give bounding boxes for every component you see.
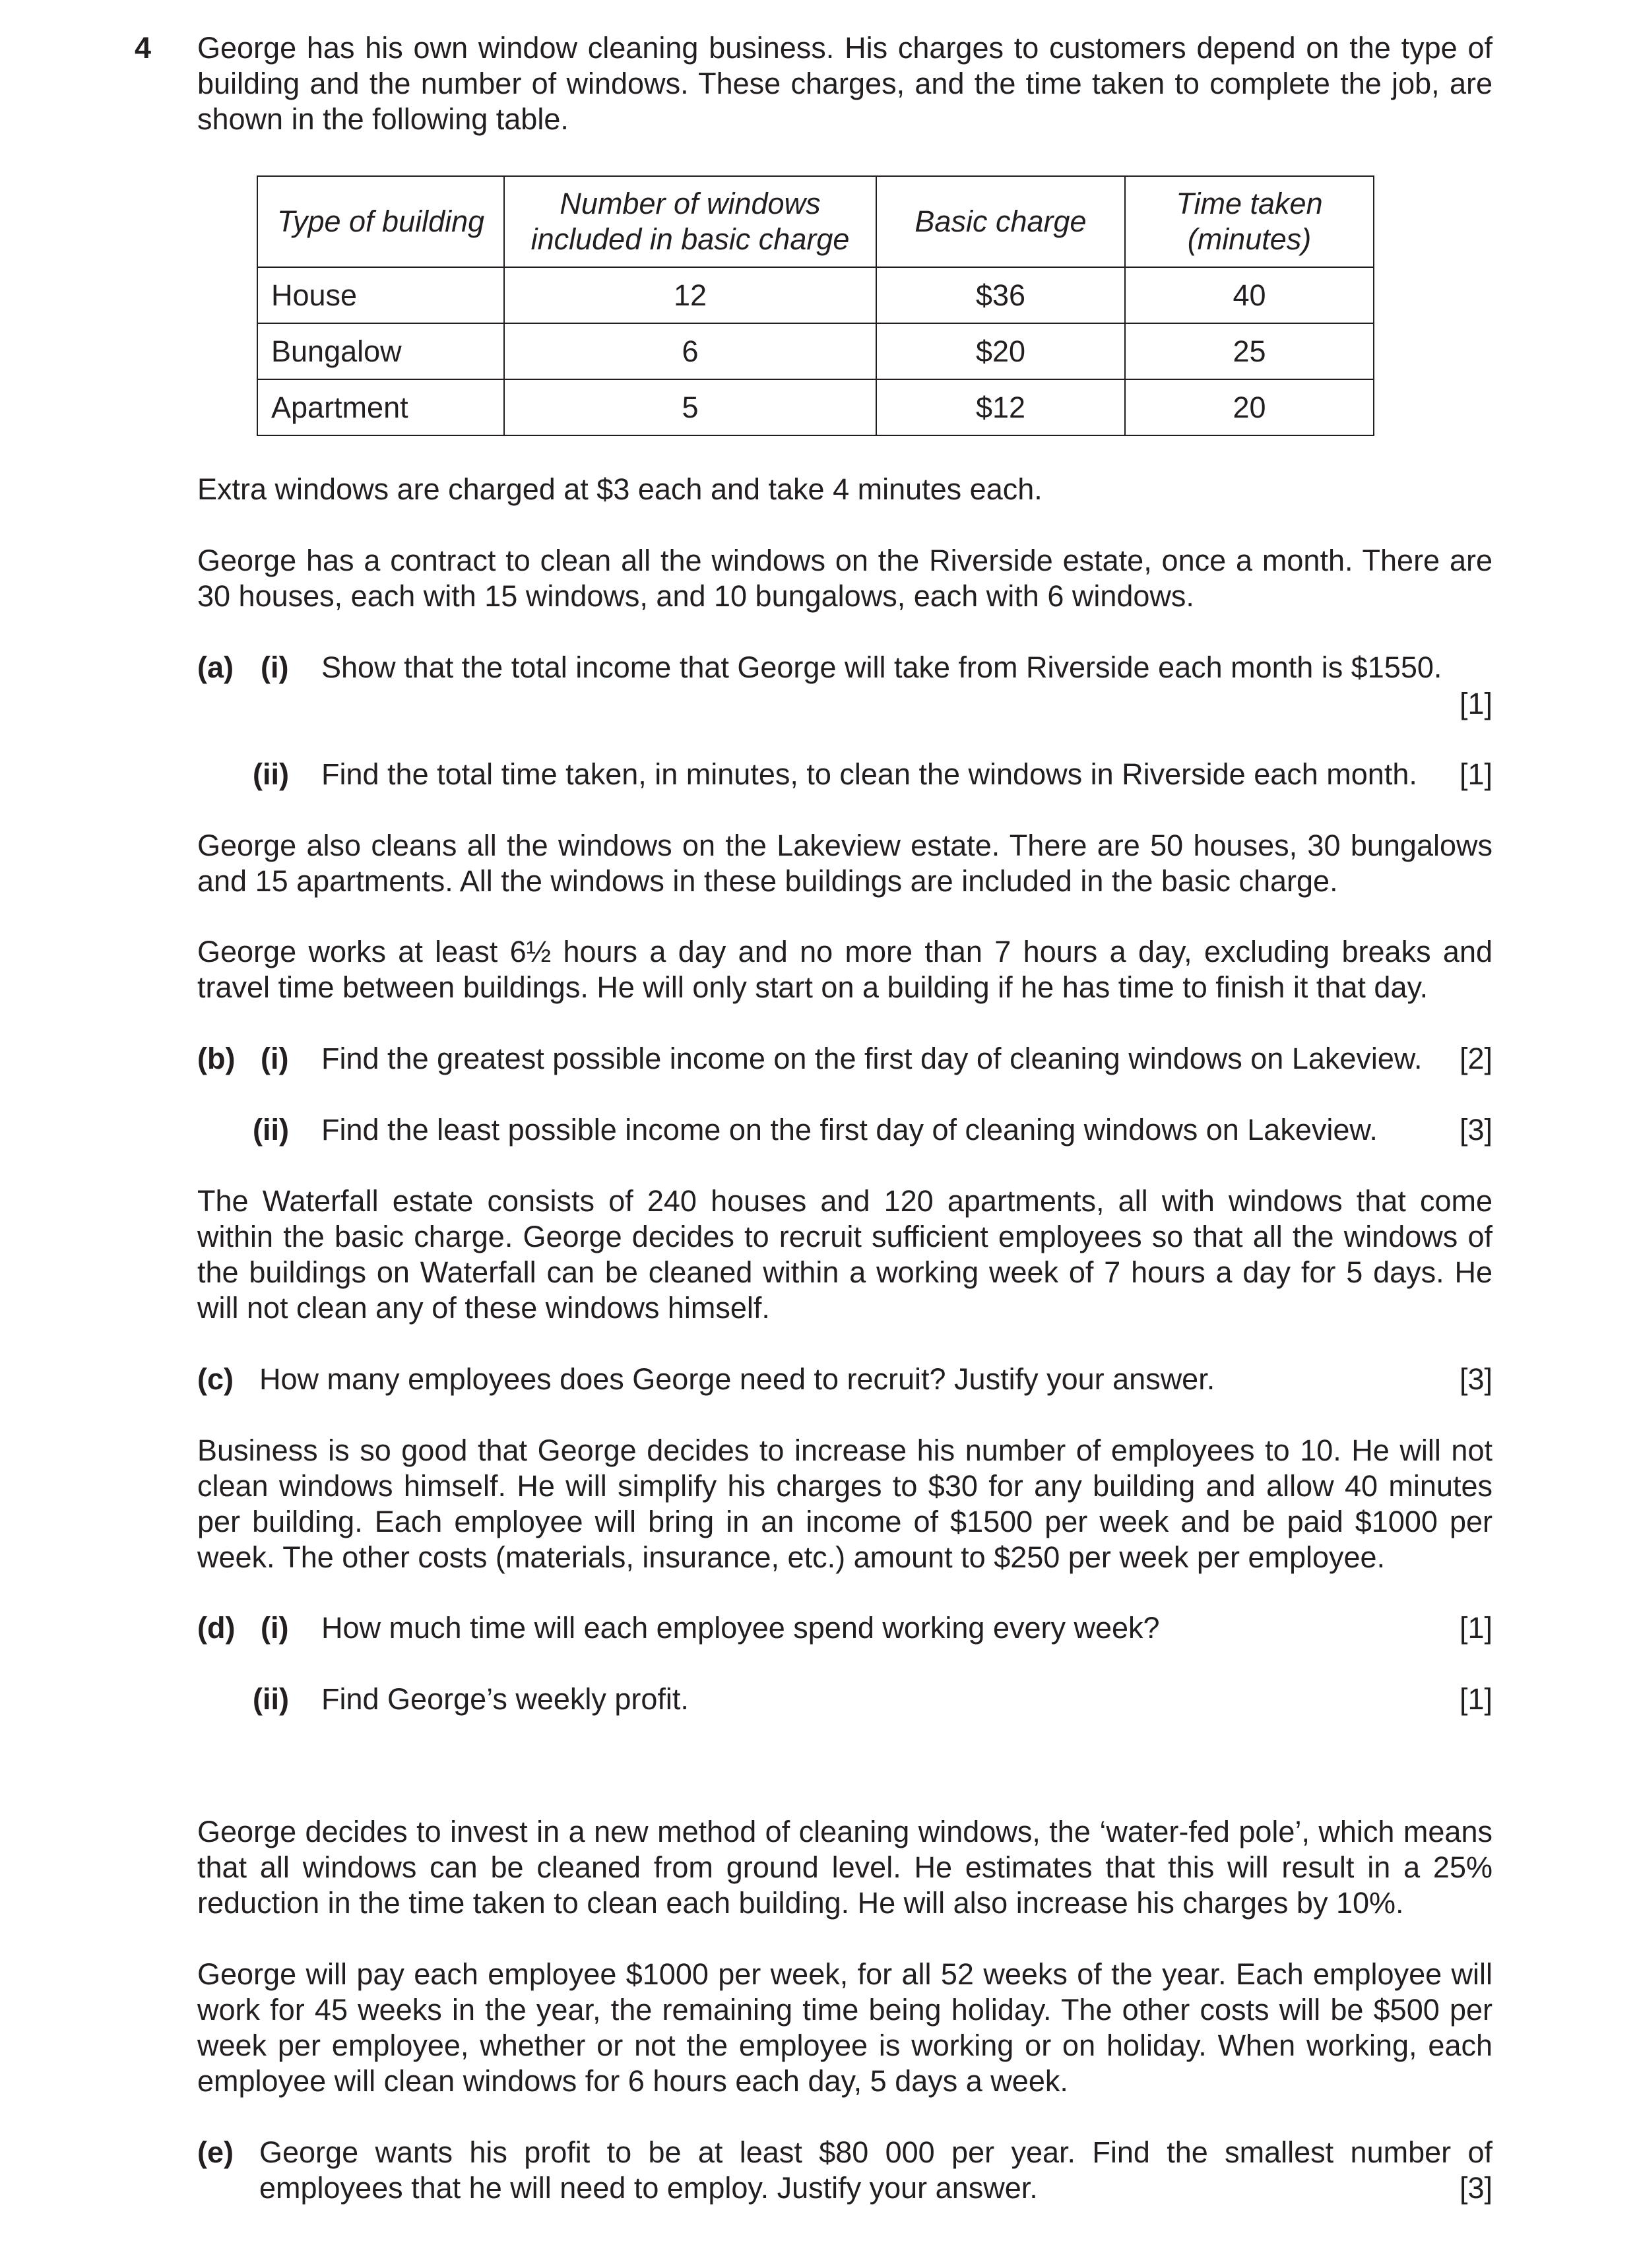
hours-paragraph: George works at least 6½ hours a day and no more than 7 hours a day, excluding breaks and travel time between buildings. He will only start on a building if he has time to finish it that day. [197, 935, 1493, 1004]
question-number: 4 [135, 31, 152, 65]
cell-time: 20 [1125, 379, 1374, 435]
cell-time: 40 [1125, 267, 1374, 323]
table-header-row [257, 176, 1374, 267]
cell-charge: $12 [876, 379, 1125, 435]
intro-paragraph: George has his own window cleaning business. His charges to customers depend on the type of building and the number of windows. These charges, and the time taken to complete the job, are shown in the following table. [197, 31, 1493, 136]
cell-time: 25 [1125, 323, 1374, 379]
part-b-i-text: Find the greatest possible income on the first day of cleaning windows on Lakeview. [321, 1042, 1423, 1075]
part-b-ii-label: (ii) [253, 1113, 289, 1147]
part-c-text: How many employees does George need to recruit? Justify your answer. [259, 1362, 1215, 1396]
waterfall-paragraph: The Waterfall estate consists of 240 houses and 120 apartments, all with windows that come within the basic charge. George decides to recruit sufficient employees so that all the windows of the buildings on Waterfall can be cleaned within a working week of 7 hours a day for 5 days. He will not clean any of these windows himself. [197, 1184, 1493, 1325]
extra-windows-text: Extra windows are charged at $3 each and take 4 minutes each. [197, 472, 1043, 506]
part-d-i-marks: [1] [1459, 1611, 1493, 1645]
lakeview-paragraph: George also cleans all the windows on the Lakeview estate. There are 50 houses, 30 bungalows and 15 apartments. All the windows in these buildings are included in the basic charge. [197, 829, 1493, 898]
cell-charge: $20 [876, 323, 1125, 379]
part-d-i-label: (i) [261, 1611, 289, 1645]
cell-building: House [257, 267, 504, 323]
header-charge: Basic charge [876, 176, 1125, 267]
water-fed-paragraph: George decides to invest in a new method of cleaning windows, the ‘water-fed pole’, which means that all windows can be cleaned from ground level. He estimates that this will result in a 25% reduction in the time taken to clean each building. He will also increase his charges by 10%. [197, 1815, 1493, 1920]
part-e-marks: [3] [1459, 2171, 1493, 2205]
part-e-text: George wants his profit to be at least $80 000 per year. Find the smallest number of employees that he will need to employ. Justify your answer. [259, 2135, 1493, 2205]
part-a-ii-text: Find the total time taken, in minutes, to clean the windows in Riverside each month. [321, 757, 1417, 791]
part-b-ii-marks: [3] [1459, 1113, 1493, 1147]
part-c-marks: [3] [1459, 1362, 1493, 1396]
header-time: Time taken (minutes) [1125, 176, 1374, 267]
part-d-ii-label: (ii) [253, 1682, 289, 1716]
part-b-ii-text: Find the least possible income on the first day of cleaning windows on Lakeview. [321, 1113, 1378, 1147]
riverside-paragraph: George has a contract to clean all the windows on the Riverside estate, once a month. There are 30 houses, each with 15 windows, and 10 bungalows, each with 6 windows. [197, 544, 1493, 613]
part-d-ii-text: Find George’s weekly profit. [321, 1682, 689, 1716]
part-e-label: (e) [197, 2135, 234, 2169]
cell-building: Apartment [257, 379, 504, 435]
part-d-ii-marks: [1] [1459, 1682, 1493, 1716]
part-d-label: (d) [197, 1611, 236, 1645]
part-d-i-text: How much time will each employee spend working every week? [321, 1611, 1160, 1645]
cell-charge: $36 [876, 267, 1125, 323]
pay-paragraph: George will pay each employee $1000 per week, for all 52 weeks of the year. Each employee will work for 45 weeks in the year, the remaining time being holiday. The other costs will be $500 per week per employee, whether or not the employee is working or on holiday. When working, each employee will clean windows for 6 hours each day, 5 days a week. [197, 1957, 1493, 2098]
part-b-i-marks: [2] [1459, 1042, 1493, 1075]
part-b-label: (b) [197, 1042, 236, 1075]
part-a-label: (a) [197, 650, 234, 684]
business-paragraph: Business is so good that George decides to increase his number of employees to 10. He will not clean windows himself. He will simplify his charges to $30 for any building and allow 40 minutes per building. Each employee will bring in an income of $1500 per week and be paid $1000 per week. The other costs (materials, insurance, etc.) amount to $250 per week per employee. [197, 1433, 1493, 1574]
part-b-i-label: (i) [261, 1042, 289, 1075]
cell-building: Bungalow [257, 323, 504, 379]
part-a-i-marks: [1] [1459, 687, 1493, 720]
table-row [257, 267, 1374, 323]
header-building: Type of building [257, 176, 504, 267]
cell-windows: 5 [504, 379, 876, 435]
table-row [257, 379, 1374, 435]
header-windows: Number of windows included in basic charge [504, 176, 876, 267]
part-a-ii-marks: [1] [1459, 757, 1493, 791]
part-a-ii-label: (ii) [253, 757, 289, 791]
part-c-label: (c) [197, 1362, 234, 1396]
cell-windows: 12 [504, 267, 876, 323]
part-a-i-text: Show that the total income that George will take from Riverside each month is $1550. [321, 650, 1442, 684]
table-row [257, 323, 1374, 379]
cell-windows: 6 [504, 323, 876, 379]
charges-table [257, 175, 1374, 436]
part-a-i-label: (i) [261, 650, 289, 684]
